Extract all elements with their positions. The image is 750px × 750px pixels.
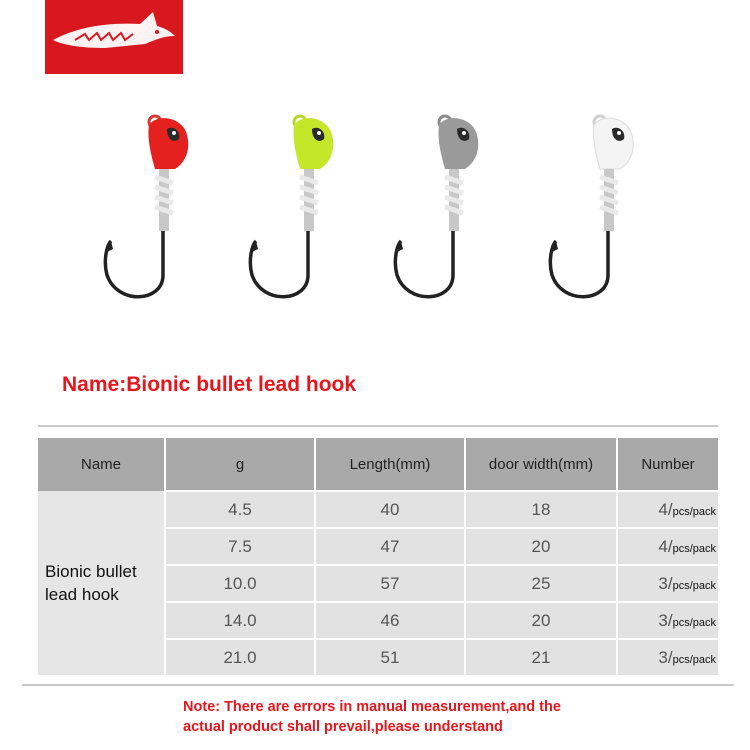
cell-width: 21 bbox=[465, 639, 617, 675]
cell-number bbox=[617, 528, 718, 565]
cell-length: 47 bbox=[315, 528, 465, 565]
white-jig-head-hook bbox=[540, 95, 660, 325]
cell-width: 25 bbox=[465, 565, 617, 602]
header-g: g bbox=[165, 438, 315, 491]
cell-length: 40 bbox=[315, 491, 465, 528]
number-value: 3/ bbox=[658, 573, 673, 593]
number-unit: pcs/pack bbox=[672, 616, 716, 629]
cell-g: 10.0 bbox=[165, 565, 315, 602]
product-name-heading: Name:Bionic bullet lead hook bbox=[62, 373, 357, 396]
header-length: Length(mm) bbox=[315, 438, 465, 491]
cell-number bbox=[617, 602, 718, 639]
number-value: 3/ bbox=[658, 647, 673, 667]
cell-g: 21.0 bbox=[165, 639, 315, 675]
shark-logo-icon bbox=[45, 0, 183, 74]
gray-jig-head-hook bbox=[385, 95, 505, 325]
measurement-note bbox=[183, 697, 723, 737]
top-divider bbox=[38, 425, 718, 427]
cell-width: 20 bbox=[465, 528, 617, 565]
cell-width: 20 bbox=[465, 602, 617, 639]
cell-number bbox=[617, 565, 718, 602]
number-unit: pcs/pack bbox=[672, 653, 716, 666]
hook-images bbox=[0, 95, 750, 355]
header-number: Number bbox=[617, 438, 718, 491]
cell-length: 46 bbox=[315, 602, 465, 639]
cell-number bbox=[617, 639, 718, 675]
note-line-1: Note: There are errors in manual measurement,and the bbox=[183, 699, 561, 715]
number-unit: pcs/pack bbox=[672, 505, 716, 518]
brand-logo bbox=[45, 0, 183, 74]
product-name-cell bbox=[38, 491, 165, 675]
number-value: 3/ bbox=[658, 610, 673, 630]
chartreuse-jig-head-hook bbox=[240, 95, 360, 325]
number-value: 4/ bbox=[658, 499, 673, 519]
cell-length: 51 bbox=[315, 639, 465, 675]
number-value: 4/ bbox=[658, 536, 673, 556]
name-line-2: lead hook bbox=[45, 585, 119, 604]
name-line-1: Bionic bullet bbox=[45, 562, 137, 581]
cell-g: 14.0 bbox=[165, 602, 315, 639]
number-unit: pcs/pack bbox=[672, 542, 716, 555]
cell-g: 7.5 bbox=[165, 528, 315, 565]
cell-g: 4.5 bbox=[165, 491, 315, 528]
table-header-row bbox=[38, 438, 718, 491]
bottom-divider bbox=[22, 684, 734, 686]
note-line-2: actual product shall prevail,please understand bbox=[183, 719, 503, 735]
cell-number bbox=[617, 491, 718, 528]
header-name: Name bbox=[38, 438, 165, 491]
red-jig-head-hook bbox=[95, 95, 215, 325]
table-row bbox=[38, 491, 718, 528]
number-unit: pcs/pack bbox=[672, 579, 716, 592]
header-door-width: door width(mm) bbox=[465, 438, 617, 491]
cell-length: 57 bbox=[315, 565, 465, 602]
spec-table bbox=[38, 438, 718, 675]
cell-width: 18 bbox=[465, 491, 617, 528]
